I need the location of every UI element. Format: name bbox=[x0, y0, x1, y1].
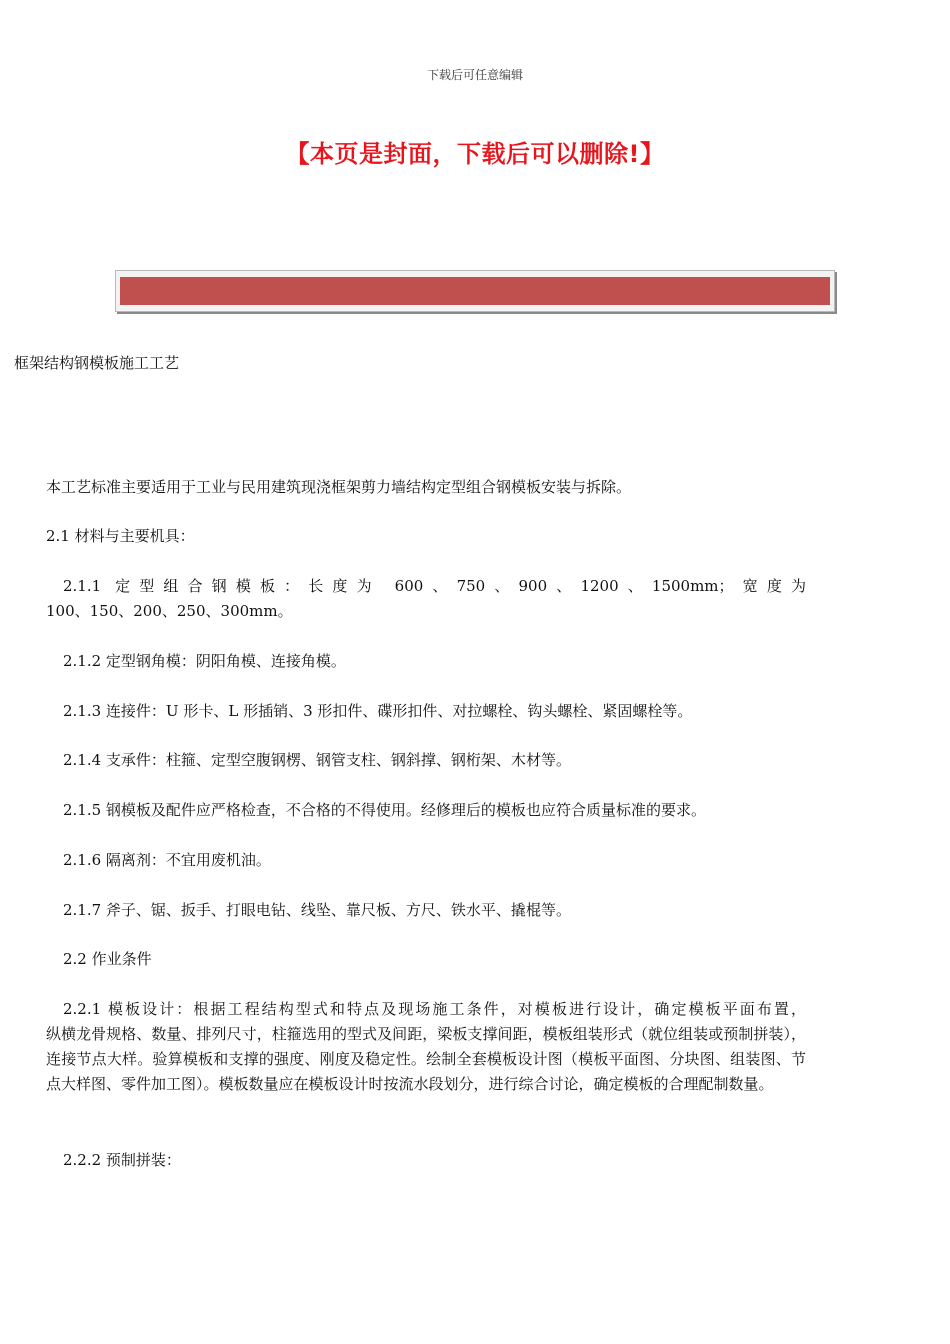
document-title: 框架结构钢模板施工工艺 bbox=[14, 354, 180, 372]
section-2-1-heading: 2.1 材料与主要机具： bbox=[46, 527, 195, 545]
item-2-1-6: 2.1.6 隔离剂：不宜用废机油。 bbox=[63, 851, 271, 869]
intro-paragraph: 本工艺标准主要适用于工业与民用建筑现浇框架剪力墙结构定型组合钢模板安装与拆除。 bbox=[46, 478, 632, 496]
item-2-1-2: 2.1.2 定型钢角模：阴阳角模、连接角模。 bbox=[63, 652, 346, 670]
item-2-2-1-body: 纵横龙骨规格、数量、排列尺寸，柱箍选用的型式及间距，梁板支撑间距，模板组装形式（就位组装或预制拼装），连接节点大样。验算模板和支撑的强度、刚度及稳定性。绘制全套模板设计图（模板平面图、分块图、组装图、节点大样图、零件加工图）。模板数量应在模板设计时按流水段划分，进行综合讨论，确定模板的合理配制数量。 bbox=[46, 1025, 806, 1093]
header-note: 下载后可任意编辑 bbox=[426, 68, 523, 82]
item-2-2-1-line1: 2.2.1 模板设计：根据工程结构型式和特点及现场施工条件，对模板进行设计，确定模板平面布置， bbox=[63, 1000, 806, 1018]
item-2-1-1-line1: 2.1.1 定型组合钢模板：长度为 600、750、900、1200、1500mm；宽度为 bbox=[63, 577, 806, 595]
item-2-1-7: 2.1.7 斧子、锯、扳手、打眼电钻、线坠、靠尺板、方尺、铁水平、撬棍等。 bbox=[63, 901, 571, 919]
cover-notice: 【本页是封面，下载后可以删除!】 bbox=[285, 140, 665, 168]
item-2-2-2: 2.2.2 预制拼装： bbox=[63, 1151, 181, 1169]
item-2-1-3: 2.1.3 连接件：U 形卡、L 形插销、3 形扣件、碟形扣件、对拉螺栓、钩头螺栓、紧固螺栓等。 bbox=[63, 702, 693, 720]
banner-bar bbox=[120, 277, 830, 305]
section-2-2-heading: 2.2 作业条件 bbox=[63, 950, 152, 968]
decorative-banner bbox=[115, 270, 835, 312]
item-2-1-1-line2: 100、150、200、250、300mm。 bbox=[46, 602, 293, 620]
item-2-1-4: 2.1.4 支承件：柱箍、定型空腹钢楞、钢管支柱、钢斜撑、钢桁架、木材等。 bbox=[63, 751, 571, 769]
item-2-1-5: 2.1.5 钢模板及配件应严格检查，不合格的不得使用。经修理后的模板也应符合质量标准的要求。 bbox=[63, 801, 706, 819]
